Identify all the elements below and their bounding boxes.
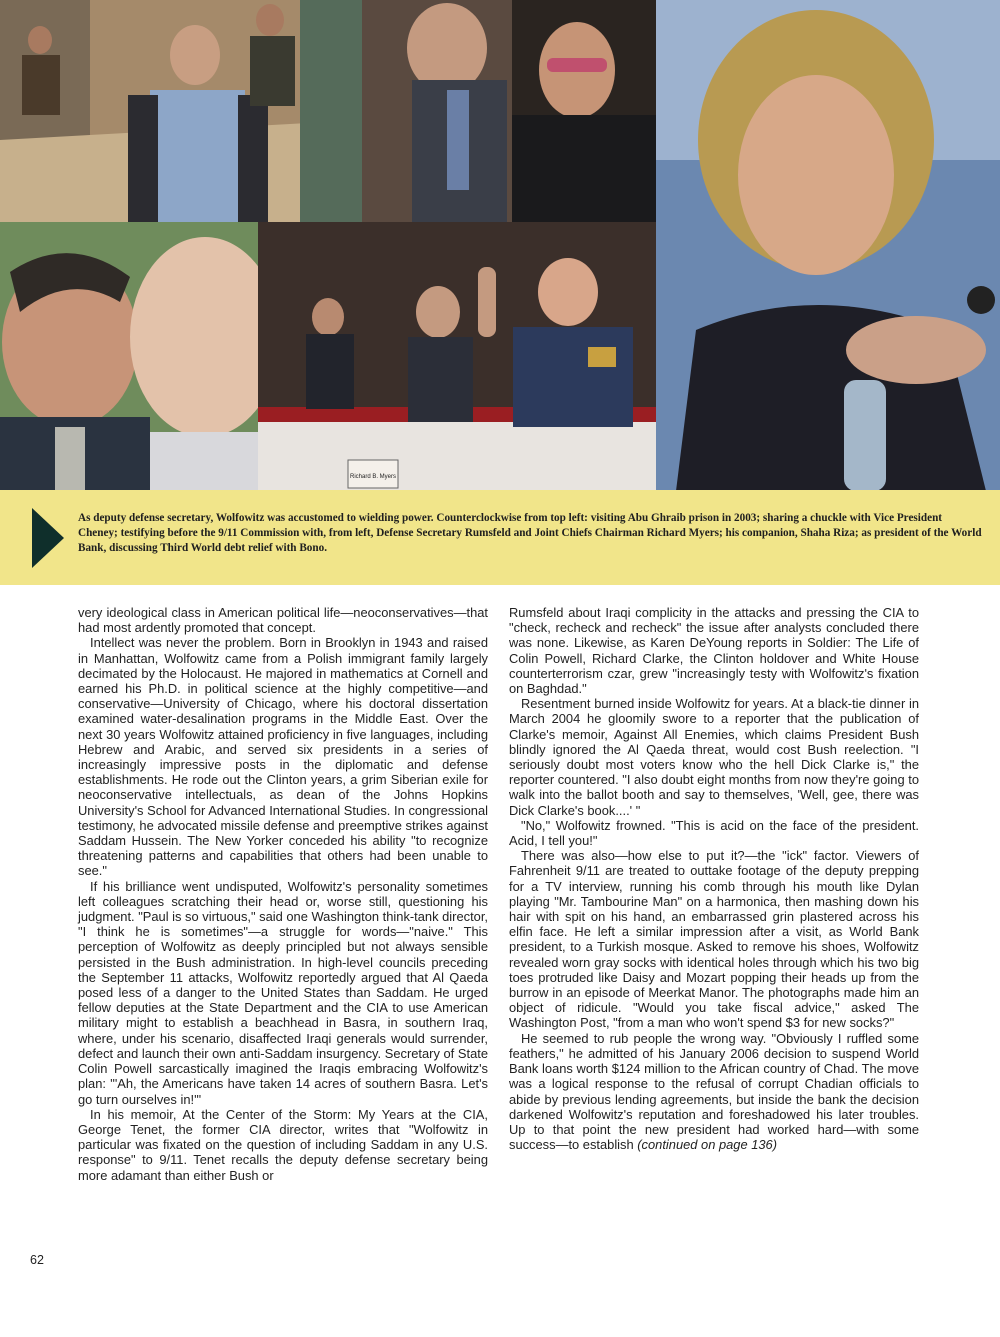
photo-bono-meeting	[362, 0, 656, 222]
paragraph: Rumsfeld about Iraqi complicity in the attacks and pressing the CIA to "check, recheck and recheck" the issue after analysts concluded there was none. Likewise, as Karen DeYoung reports in Soldier: The Life of Colin Powell, Richard Clarke, the Clinton holdover and White House counterterrorism czar, grew "increasingly testy with Wolfowitz's fixation on Baghdad."	[509, 605, 919, 697]
paragraph: If his brilliance went undisputed, Wolfowitz's personality sometimes left colleagues scratching their head or, worse still, questioning his judgment. "Paul is so virtuous," said one Washington think-tank director, "I think he is sometimes"—a struggle for words—"naive." This perception of Wolfowitz as deeply principled but not always sensible persisted in the Bush administration. In high-level councils preceding the September 11 attacks, Wolfowitz reportedly argued that Al Qaeda posed less of a danger to the United States than Saddam. He urged fellow deputies at the State Department and the CIA to use American military might to establish a beachhead in Basra, in southern Iraq, where, under his scenario, disaffected Iraqi generals would surrender, defect and launch their own anti-Saddam insurgency. Secretary of State Colin Powell sarcastically imagined the Iraqis embracing Wolfowitz's plan: "'Ah, the Americans have taken 14 acres of southern Basra. Let's go turn ourselves in!'"	[78, 878, 488, 1107]
paragraph-text: He seemed to rub people the wrong way. "Obviously I ruffled some feathers," he admitted of his January 2006 decision to suspend World Bank loans worth $124 million to the African country of Chad. The move was a logical response to the refusal of corrupt Chadian officials to abide by previous lending agreements, but inside the bank the decision darkened Wolfowitz's reputation and foreshadowed his later troubles. Up to that point the new president had worked hard—with some success—to establish	[509, 1030, 919, 1153]
paragraph: "No," Wolfowitz frowned. "This is acid on the face of the president. Acid, I tell you!"	[509, 817, 919, 849]
article-column-right	[509, 605, 919, 1152]
caption-arrow-icon	[32, 508, 64, 568]
continued-note: (continued on page 136)	[637, 1137, 778, 1153]
photo-nameplate: Richard B. Myers	[349, 474, 397, 480]
paragraph: There was also—how else to put it?—the "ick" factor. Viewers of Fahrenheit 9/11 are treated to outtake footage of the deputy prepping for a TV interview, running his comb through his mouth like Dylan playing "Mr. Tambourine Man" on a harmonica, then mashing down his hair with spit on his hand, an embarrassed grin plastered across his elfin face. He left a similar impression after a visit, as World Bank president, to a Turkish mosque. Asked to remove his shoes, Wolfowitz revealed worn gray socks with identical holes through which his two big toes protruded like Daisy and Mozart popping their heads up from the burrow in an episode of Meerkat Manor. The photographs made him an object of ridicule. "Would you take fiscal advice," asked The Washington Post, "from a man who won't spend $3 for new socks?"	[509, 848, 919, 1031]
page-number: 62	[30, 1253, 44, 1267]
paragraph	[509, 1031, 919, 1153]
photo-abu-ghraib-visit	[0, 0, 362, 222]
photo-commission-testimony	[258, 222, 656, 491]
article-column-left	[78, 605, 488, 1183]
caption-band	[0, 490, 1000, 585]
paragraph: Resentment burned inside Wolfowitz for years. At a black-tie dinner in March 2004 he gloomily swore to a reporter that the publication of Clarke's memoir, Against All Enemies, which claims President Bush blindly ignored the Al Qaeda threat, would cost Bush reelection. "I seriously doubt most voters know who the hell Dick Clarke is," the reporter countered. "I also doubt eight months from now they're going to walk into the ballot booth and say to themselves, 'Well, gee, there was Dick Clarke's book....' "	[509, 696, 919, 818]
photo-shaha-riza-portrait	[656, 0, 1000, 491]
paragraph: very ideological class in American political life—neoconservatives—that had most ardently promoted that concept.	[78, 605, 488, 636]
paragraph: Intellect was never the problem. Born in Brooklyn in 1943 and raised in Manhattan, Wolfowitz came from a Polish immigrant family largely decimated by the Holocaust. He majored in mathematics at Cornell and earned his Ph.D. in political science at the highly competitive—and conservative—University of Chicago, where his doctoral dissertation examined water-desalination programs in the Middle East. Over the next 30 years Wolfowitz attained proficiency in five languages, including Hebrew and Arabic, and served six presidents in a series of increasingly impressive posts in the diplomatic and defense establishments. He rode out the Clinton years, a grim Siberian exile for neoconservative intellectuals, as dean of the Johns Hopkins University's School for Advanced International Studies. In congressional testimony, he advocated missile defense and preemptive strikes against Saddam Hussein. The New Yorker conceded his ability "to recognize threatening patterns and capabilities that others had been unable to see."	[78, 635, 488, 879]
photo-cheney-chuckle	[0, 222, 258, 491]
photo-caption: As deputy defense secretary, Wolfowitz was accustomed to wielding power. Counterclockwise from top left: visiting Abu Ghraib prison in 2003; sharing a chuckle with Vice President Cheney; testifying before the 9/11 Commission with, from left, Defense Secretary Rumsfeld and Joint Chiefs Chairman Richard Myers; his companion, Shaha Riza; as president of the World Bank, discussing Third World debt relief with Bono.	[78, 512, 982, 554]
paragraph: In his memoir, At the Center of the Storm: My Years at the CIA, George Tenet, the former CIA director, writes that "Wolfowitz in particular was fixated on the question of including Saddam in any U.S. response" to 9/11. Tenet recalls the deputy defense secretary being more adamant than either Bush or	[78, 1106, 488, 1183]
